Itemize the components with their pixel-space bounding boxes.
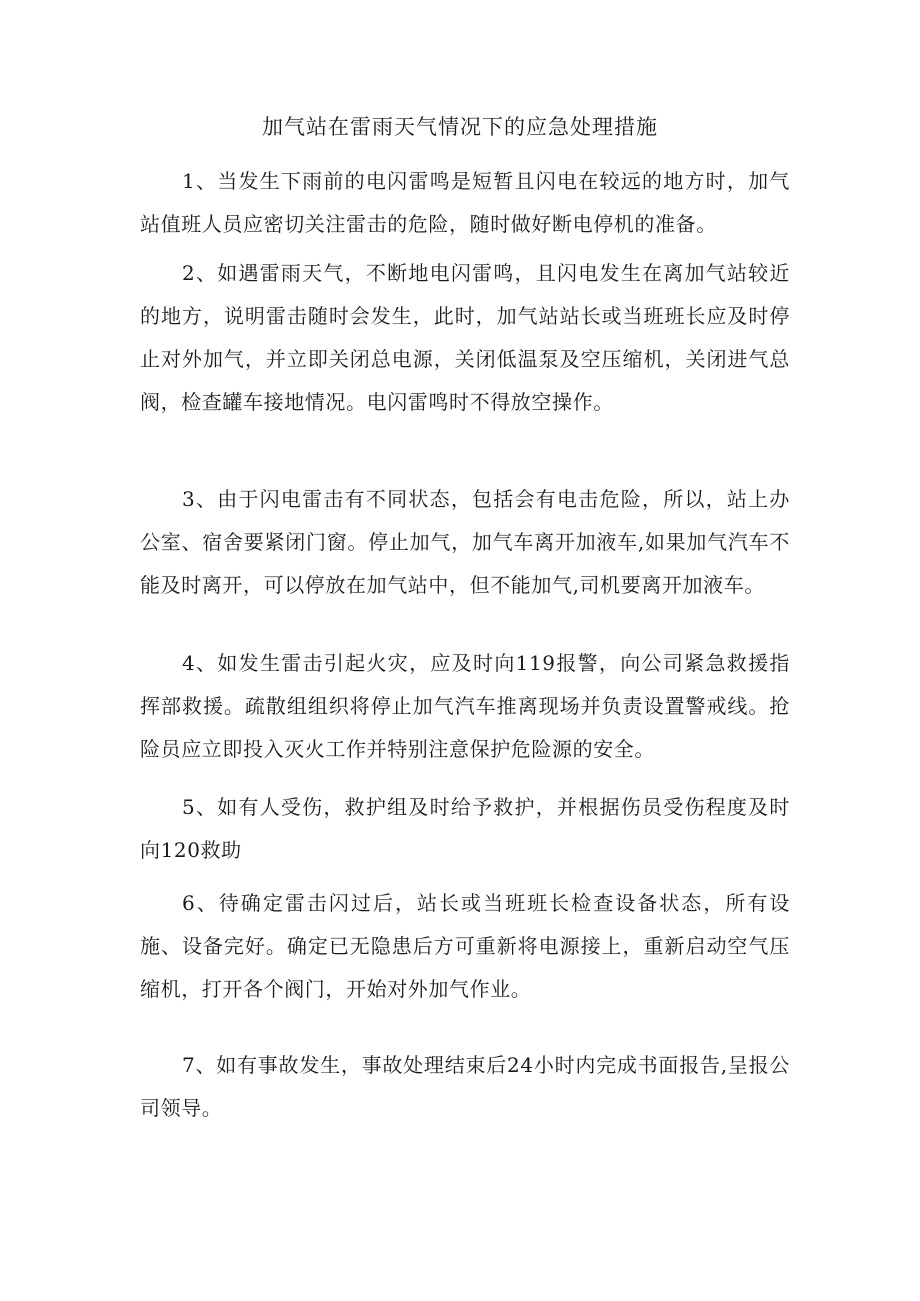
paragraph-7: 7、如有事故发生，事故处理结束后24小时内完成书面报告,呈报公司领导。 <box>140 1053 790 1120</box>
paragraph-4: 4、如发生雷击引起火灾，应及时向119报警，向公司紧急救援指挥部救援。疏散组组织将停止加气汽车推离现场并负责设置警戒线。抢险员应立即投入灭火工作并特别注意保护危险源的安全。 <box>140 651 790 761</box>
paragraph-6: 6、待确定雷击闪过后，站长或当班班长检查设备状态，所有设施、设备完好。确定已无隐患后方可重新将电源接上，重新启动空气压缩机，打开各个阀门，开始对外加气作业。 <box>140 891 790 1001</box>
paragraph-5: 5、如有人受伤，救护组及时给予救护，并根据伤员受伤程度及时向120救助 <box>140 795 790 862</box>
paragraph-3: 3、由于闪电雷击有不同状态，包括会有电击危险，所以，站上办公室、宿舍要紧闭门窗。停止加气，加气车离开加液车,如果加气汽车不能及时离开，可以停放在加气站中，但不能加气,司机要离开加液车。 <box>140 487 790 597</box>
paragraph-1: 1、当发生下雨前的电闪雷鸣是短暂且闪电在较远的地方时，加气站值班人员应密切关注雷击的危险，随时做好断电停机的准备。 <box>140 169 790 236</box>
paragraph-2: 2、如遇雷雨天气，不断地电闪雷鸣，且闪电发生在离加气站较近的地方，说明雷击随时会发生，此时，加气站站长或当班班长应及时停止对外加气，并立即关闭总电源，关闭低温泵及空压缩机，关闭进气总阀，检查罐车接地情况。电闪雷鸣时不得放空操作。 <box>140 261 790 414</box>
document-title: 加气站在雷雨天气情况下的应急处理措施 <box>262 115 658 139</box>
